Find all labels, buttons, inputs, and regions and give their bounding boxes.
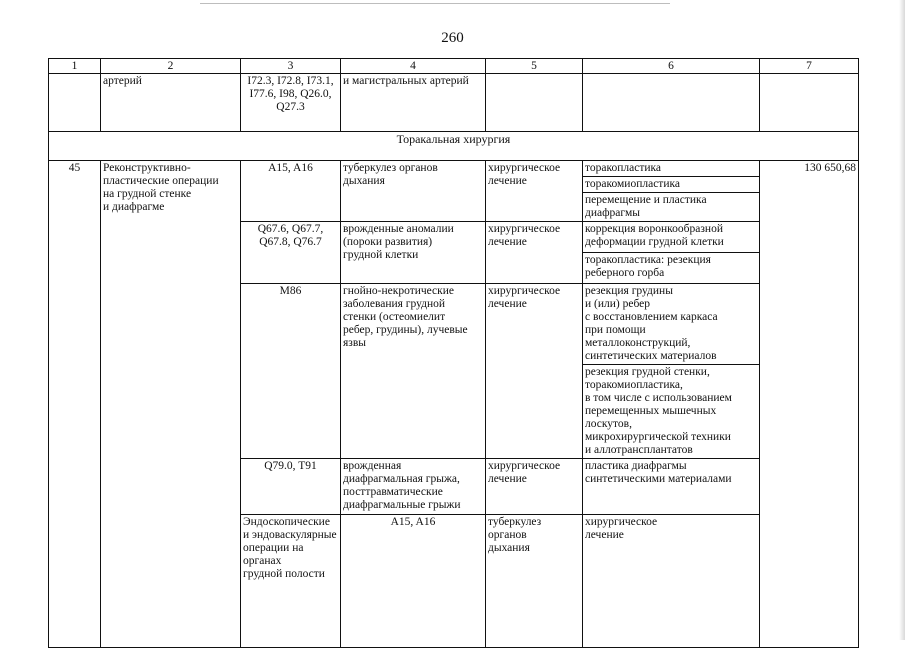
treatment-kind: хирургическое лечение bbox=[486, 161, 583, 222]
cont-kind-cell bbox=[486, 74, 583, 132]
medical-care-table bbox=[48, 58, 859, 648]
cont-cost-cell bbox=[760, 74, 859, 132]
cont-num-cell bbox=[49, 74, 101, 132]
treatment-method: торакопластика bbox=[583, 161, 760, 177]
page-number: 260 bbox=[441, 30, 464, 46]
care-type-name: Реконструктивно- пластические операции на грудной стенке и диафрагме bbox=[101, 161, 241, 648]
row-number: 45 bbox=[49, 161, 101, 648]
icd-codes: A15, A16 bbox=[341, 515, 486, 648]
treatment-method: торакомиопластика bbox=[583, 177, 760, 193]
col-num-2: 2 bbox=[101, 59, 241, 74]
section-title: Торакальная хирургия bbox=[49, 132, 859, 161]
care-type-name: Эндоскопические и эндоваскулярные операции на органах грудной полости bbox=[241, 515, 341, 648]
col-num-7: 7 bbox=[760, 59, 859, 74]
patient-model: врожденные аномалии (пороки развития) грудной клетки bbox=[341, 222, 486, 284]
continuation-row bbox=[49, 74, 859, 132]
treatment-kind: хирургическое лечение bbox=[486, 222, 583, 284]
top-scan-rule bbox=[200, 3, 670, 4]
section-row bbox=[49, 132, 859, 161]
cont-codes-cell: I72.3, I72.8, I73.1, I77.6, I98, Q26.0, Q27.3 bbox=[241, 74, 341, 132]
treatment-kind: хирургическое лечение bbox=[486, 284, 583, 459]
treatment-method: коррекция воронкообразной деформации грудной клетки bbox=[583, 222, 760, 253]
treatment-kind: хирургическое лечение bbox=[583, 515, 760, 648]
cont-model-cell: и магистральных артерий bbox=[341, 74, 486, 132]
icd-codes: Q79.0, T91 bbox=[241, 459, 341, 515]
col-num-1: 1 bbox=[49, 59, 101, 74]
patient-model: туберкулез органов дыхания bbox=[486, 515, 583, 648]
treatment-method: торакопластика: резекция реберного горба bbox=[583, 253, 760, 284]
treatment-method: пластика диафрагмы синтетическими материалами bbox=[583, 459, 760, 515]
patient-model: гнойно-некротические заболевания грудной стенки (остеомиелит ребер, грудины), лучевые язвы bbox=[341, 284, 486, 459]
column-number-row bbox=[49, 59, 859, 74]
col-num-5: 5 bbox=[486, 59, 583, 74]
treatment-method: резекция грудины и (или) ребер с восстановлением каркаса при помощи металлоконструкций, синтетических материалов bbox=[583, 284, 760, 365]
page-edge-shadow bbox=[899, 0, 905, 640]
patient-model: врожденная диафрагмальная грыжа, посттравматические диафрагмальные грыжи bbox=[341, 459, 486, 515]
col-num-6: 6 bbox=[583, 59, 760, 74]
treatment-method: резекция грудной стенки, торакомиопластика, в том числе с использованием перемещенных мышечных лоскутов, микрохирургической техники и аллотрансплантатов bbox=[583, 365, 760, 459]
icd-codes: A15, A16 bbox=[241, 161, 341, 222]
normative-cost: 130 650,68 bbox=[760, 161, 859, 648]
icd-codes: Q67.6, Q67.7, Q67.8, Q76.7 bbox=[241, 222, 341, 284]
col-num-4: 4 bbox=[341, 59, 486, 74]
patient-model: туберкулез органов дыхания bbox=[341, 161, 486, 222]
icd-codes: M86 bbox=[241, 284, 341, 459]
treatment-method: перемещение и пластика диафрагмы bbox=[583, 193, 760, 222]
cont-method-cell bbox=[583, 74, 760, 132]
cont-name-cell: артерий bbox=[101, 74, 241, 132]
col-num-3: 3 bbox=[241, 59, 341, 74]
treatment-kind: хирургическое лечение bbox=[486, 459, 583, 515]
table-row bbox=[49, 161, 859, 177]
